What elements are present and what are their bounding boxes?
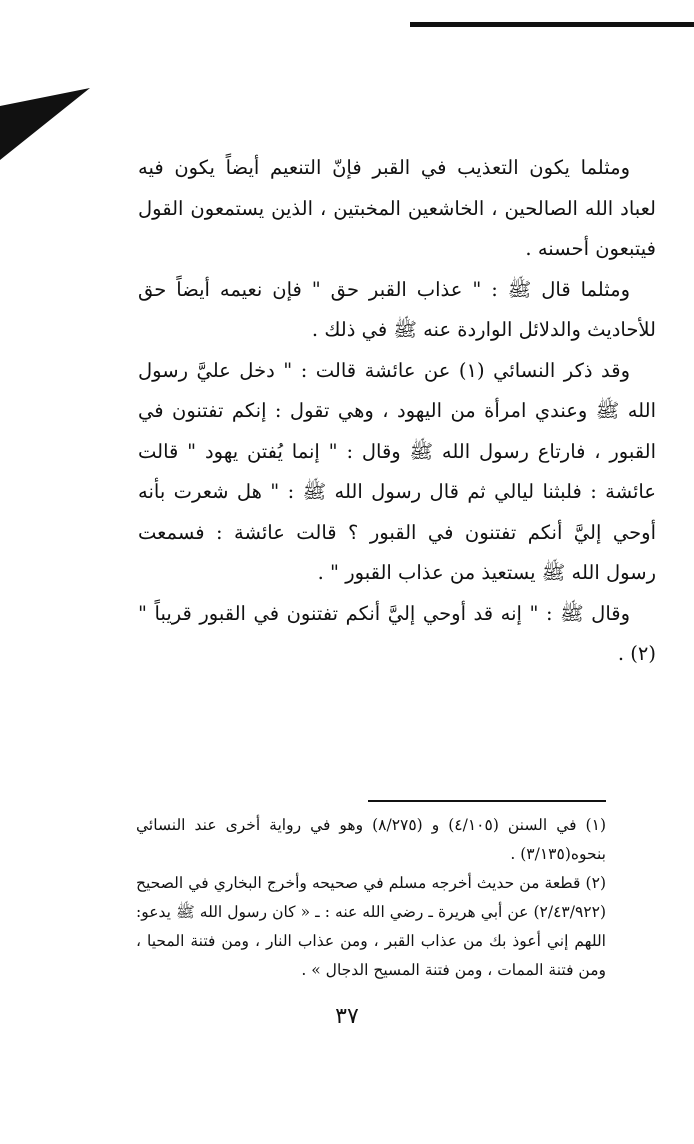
footnote: (١) في السنن (٤/١٠٥) و (٨/٢٧٥) وهو في رواية أخرى عند النسائي بنحوه(٣/١٣٥) .: [136, 816, 606, 863]
page-number: ٣٧: [335, 1004, 359, 1029]
paragraph: وقد ذكر النسائي (١) عن عائشة قالت : " دخل عليَّ رسول الله ﷺ وعندي امرأة من اليهود ، وهي تقول : إنكم تفتنون في القبور ، فارتاع رسول الله ﷺ وقال : " إنما يُفتن يهود " قالت عائشة : فلبثنا ليالي ثم قال رسول الله ﷺ : " هل شعرت بأنه أوحي إليَّ أنكم تفتنون في القبور ؟ قالت عائشة : فسمعت رسول الله ﷺ يستعيذ من عذاب القبور " .: [138, 358, 656, 584]
paragraph: ومثلما قال ﷺ : " عذاب القبر حق " فإن نعيمه أيضاً حق للأحاديث والدلائل الواردة عنه ﷺ في ذلك .: [138, 277, 656, 341]
footnote: (٢) قطعة من حديث أخرجه مسلم في صحيحه وأخرج البخاري في الصحيح (٢/٤٣/٩٢٢) عن أبي هريرة ـ رضي الله عنه : ـ « كان رسول الله ﷺ يدعو: اللهم إني أعوذ بك من عذاب القبر ، ومن عذاب النار ، ومن فتنة المحيا ، ومن فتنة الممات ، ومن فتنة المسيح الدجال » .: [136, 874, 606, 979]
corner-triangle-mark: [0, 88, 90, 160]
paragraph: وقال ﷺ : " إنه قد أوحي إليَّ أنكم تفتنون في القبور قريباً " (٢) .: [138, 601, 656, 665]
footnotes: [136, 811, 606, 985]
main-text: [138, 148, 656, 675]
footnote-separator: [368, 800, 606, 802]
header-rule: [410, 22, 694, 27]
paragraph: ومثلما يكون التعذيب في القبر فإنّ التنعيم أيضاً يكون فيه لعباد الله الصالحين ، الخاشعين المخبتين ، الذين يستمعون القول فيتبعون أحسنه .: [138, 156, 656, 260]
